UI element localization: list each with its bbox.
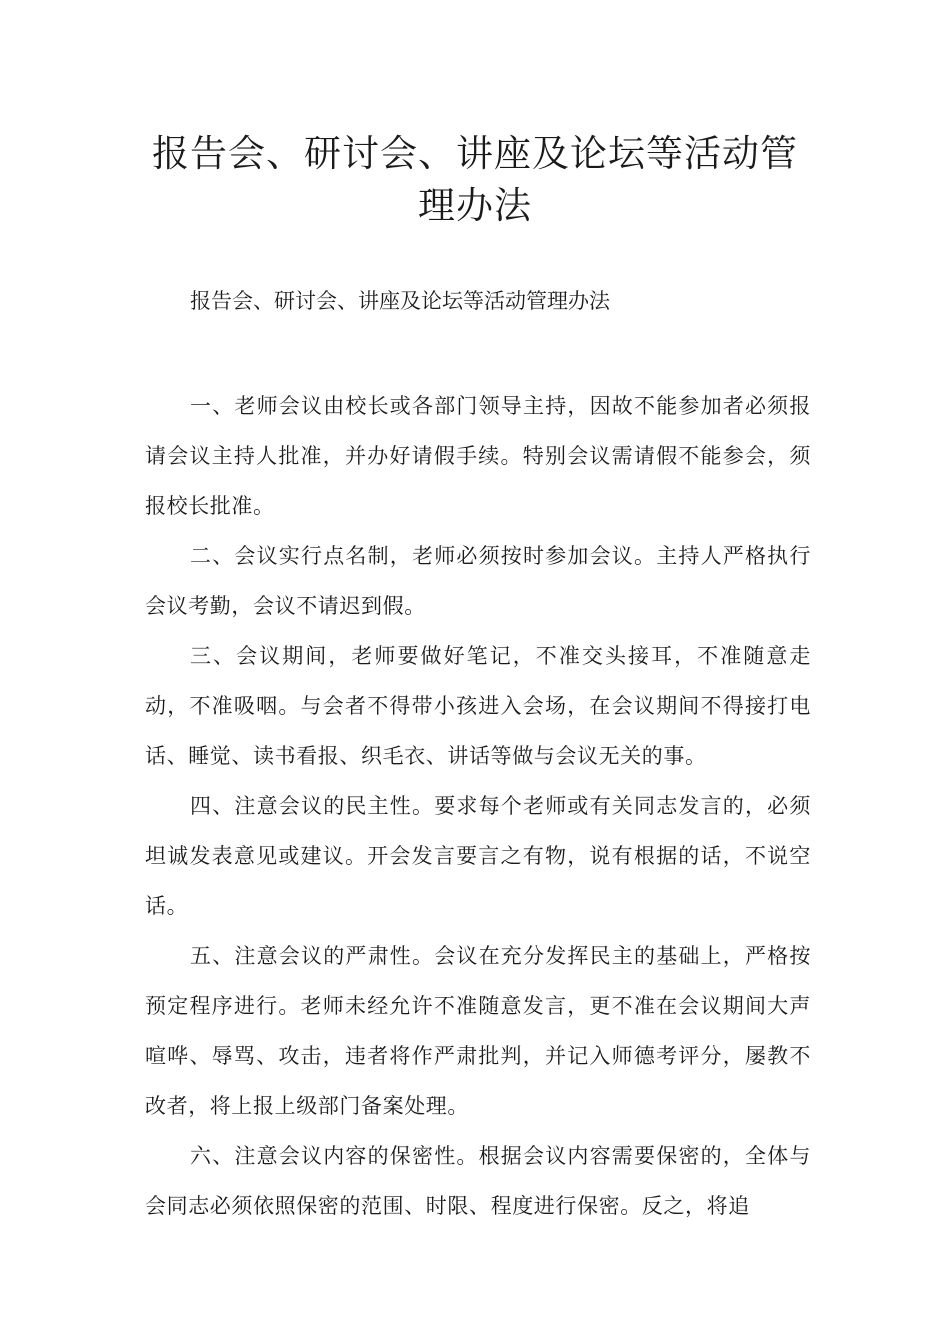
paragraph-3: 三、会议期间，老师要做好笔记，不准交头接耳，不准随意走动，不准吸咽。与会者不得带小孩进入会场，在会议期间不得接打电话、睡觉、读书看报、织毛衣、讲话等做与会议无关的事。 [145,644,811,768]
paragraph-1: 一、老师会议由校长或各部门领导主持，因故不能参加者必须报请会议主持人批准，并办好请假手续。特别会议需请假不能参会，须报校长批准。 [145,394,811,518]
document-title: 报告会、研讨会、讲座及论坛等活动管理办法 [152,132,798,227]
document-body [145,381,811,1231]
document-subtitle: 报告会、研讨会、讲座及论坛等活动管理办法 [190,289,610,313]
paragraph-5: 五、注意会议的严肃性。会议在充分发挥民主的基础上，严格按预定程序进行。老师未经允许不准随意发言，更不准在会议期间大声喧哗、辱骂、攻击，违者将作严肃批判，并记入师德考评分，屡教不改者，将上报上级部门备案处理。 [145,944,811,1118]
paragraph-2: 二、会议实行点名制，老师必须按时参加会议。主持人严格执行会议考勤，会议不请迟到假。 [145,544,811,618]
paragraph-6: 六、注意会议内容的保密性。根据会议内容需要保密的，全体与会同志必须依照保密的范围、时限、程度进行保密。反之，将追 [145,1144,811,1218]
paragraph-4: 四、注意会议的民主性。要求每个老师或有关同志发言的，必须坦诚发表意见或建议。开会发言要言之有物，说有根据的话，不说空话。 [145,794,811,918]
